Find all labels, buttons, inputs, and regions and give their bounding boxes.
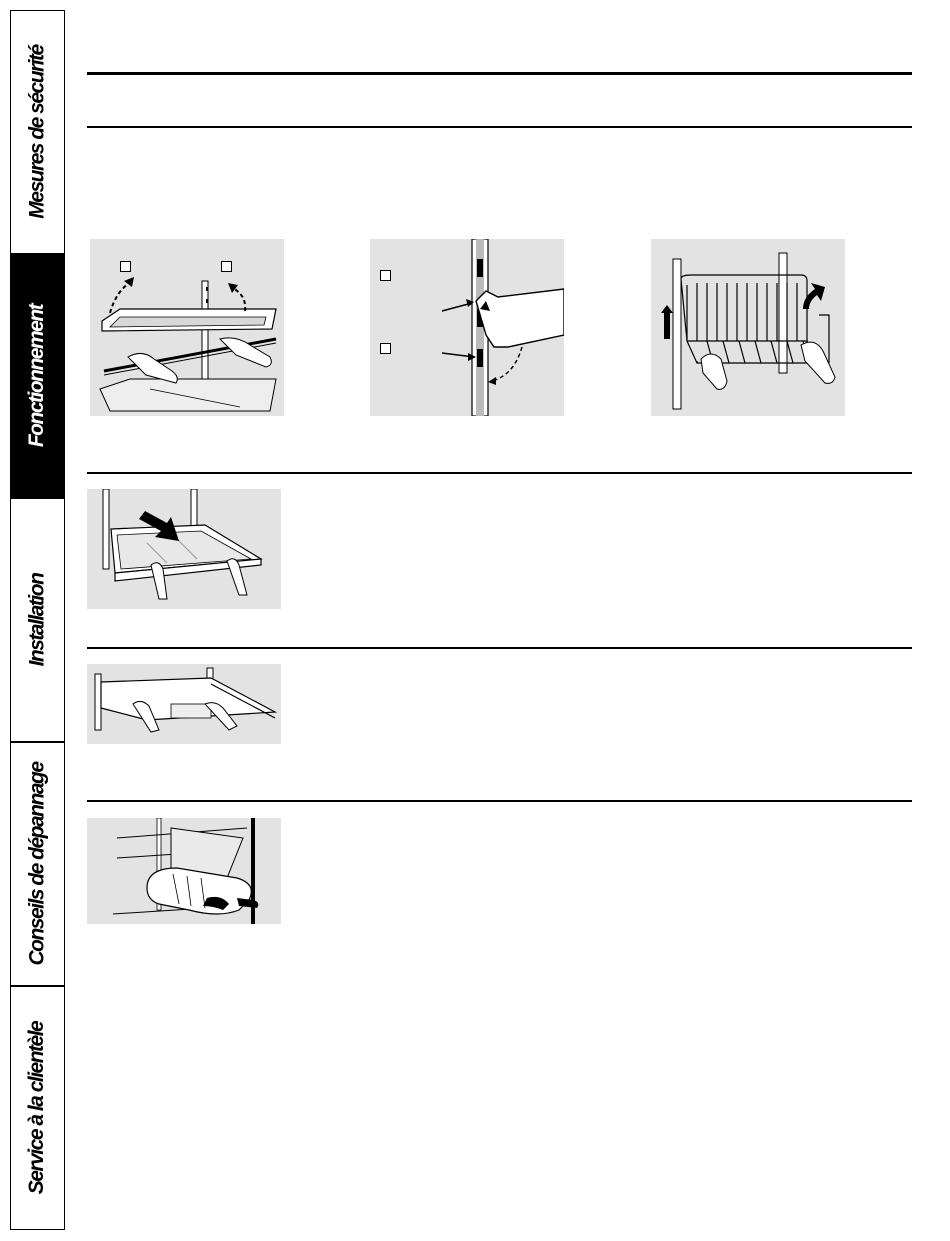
section-tabs xyxy=(10,10,67,1230)
tab-installation[interactable] xyxy=(10,498,65,742)
step-checkbox xyxy=(380,343,391,354)
tab-label: Service à la clientèle xyxy=(25,1021,49,1195)
step-checkbox xyxy=(221,261,232,272)
tab-service-a-la-clientele[interactable] xyxy=(10,986,65,1230)
header-rule-top xyxy=(87,72,912,75)
shelf-adjust-illustration xyxy=(87,664,281,744)
shelf-bracket-illustration xyxy=(370,239,564,416)
header-rule-bottom xyxy=(87,126,912,128)
step-checkbox xyxy=(380,270,391,281)
tab-label: Installation xyxy=(25,573,49,667)
wire-shelf-illustration xyxy=(651,239,845,416)
tab-mesures-de-securite[interactable] xyxy=(10,10,65,254)
section-divider xyxy=(87,472,912,474)
tab-fonctionnement[interactable] xyxy=(10,254,65,498)
glass-shelf-slide-illustration xyxy=(87,489,281,609)
step-checkbox xyxy=(120,261,131,272)
section-divider xyxy=(87,800,912,802)
tab-label: Fonctionnement xyxy=(25,304,49,448)
bottle-rack-illustration xyxy=(87,818,281,924)
tab-conseils-de-depannage[interactable] xyxy=(10,742,65,986)
tab-label: Conseils de dépannage xyxy=(25,762,49,966)
glass-shelf-lift-illustration xyxy=(90,239,284,416)
tab-label: Mesures de sécurité xyxy=(25,45,49,219)
section-divider xyxy=(87,647,912,649)
